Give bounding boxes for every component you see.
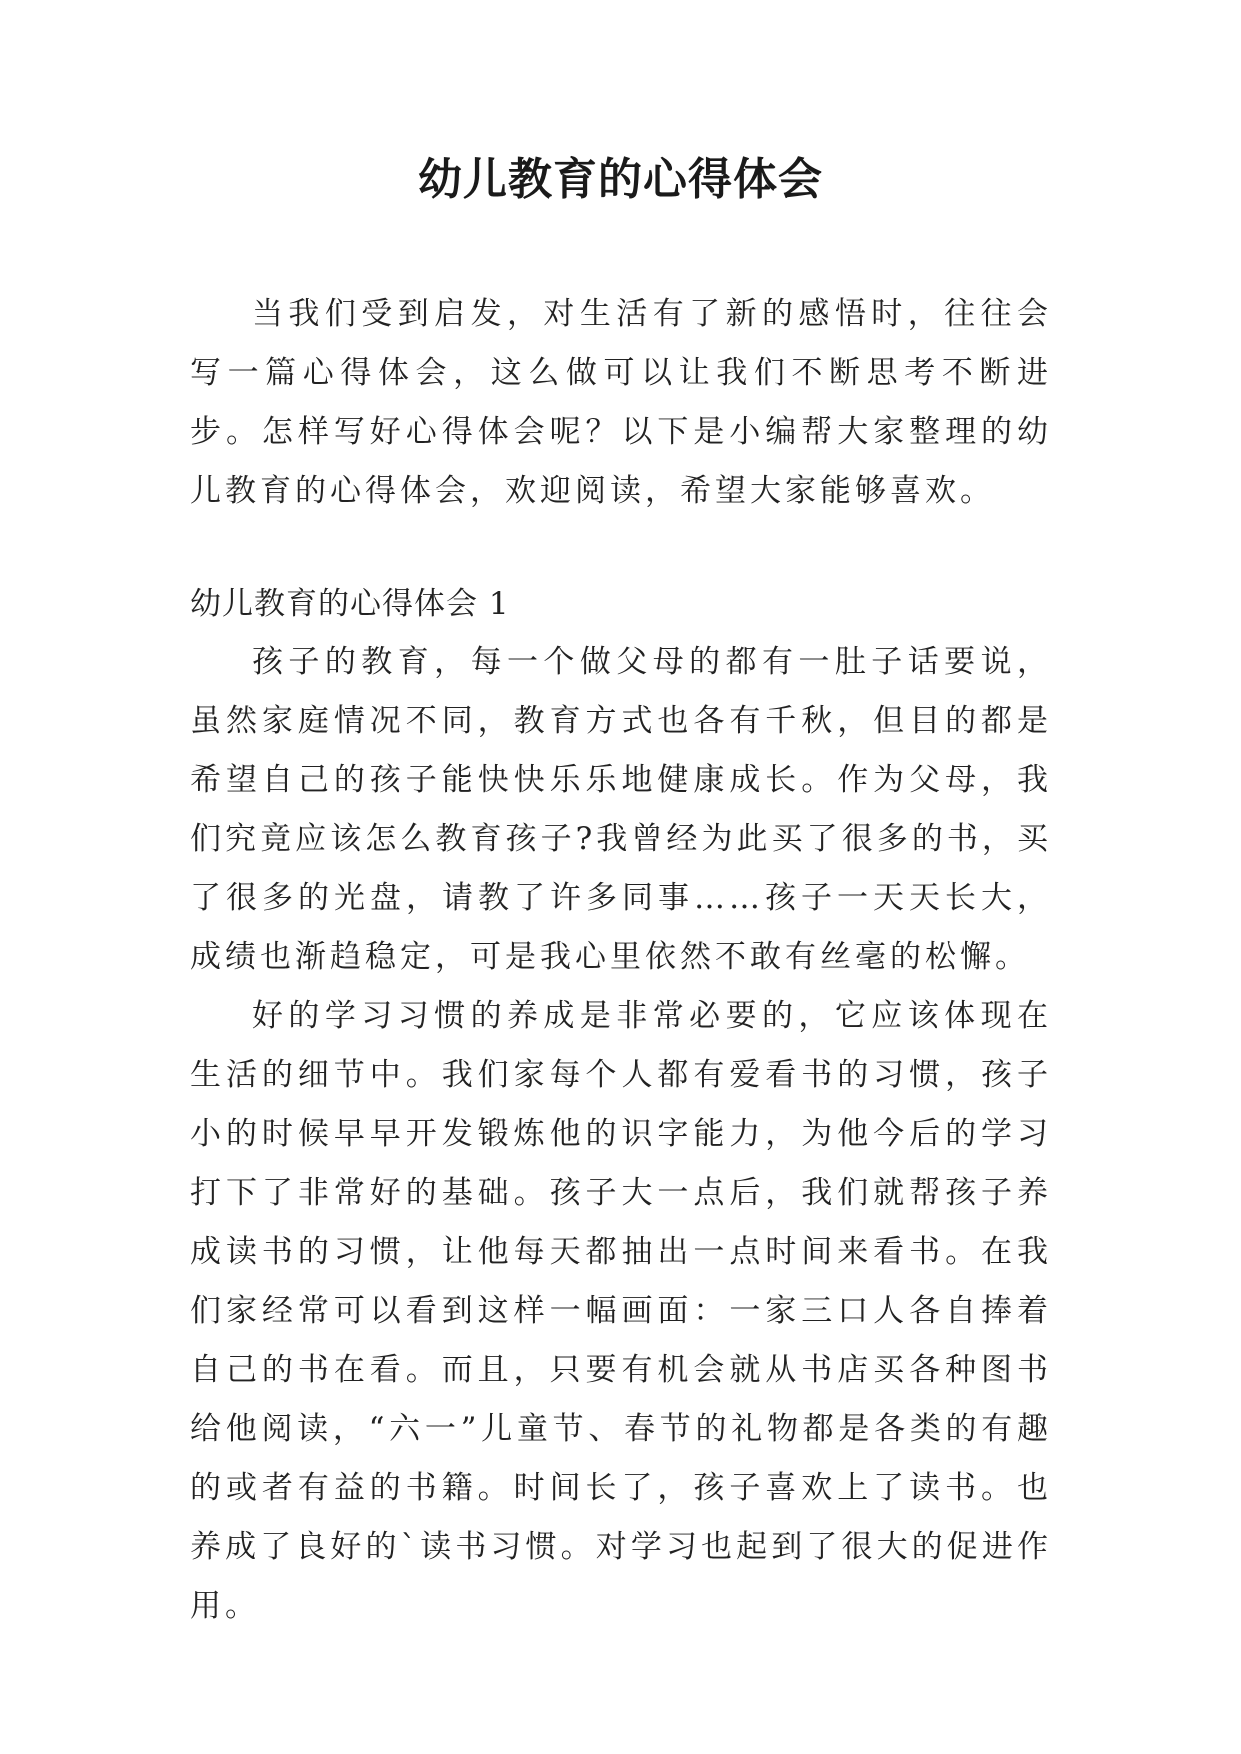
document-title: 幼儿教育的心得体会: [418, 154, 823, 205]
section-body: [190, 633, 1052, 1636]
intro-section: [190, 285, 1052, 521]
section-heading: 幼儿教育的心得体会 1: [190, 586, 510, 622]
body-paragraph: 孩子的教育，每一个做父母的都有一肚子话要说，虽然家庭情况不同，教育方式也各有千秋，但目的都是希望自己的孩子能快快乐乐地健康成长。作为父母，我们究竟应该怎么教育孩子?我曾经为此买了很多的书，买了很多的光盘，请教了许多同事……孩子一天天长大，成绩也渐趋稳定，可是我心里依然不敢有丝毫的松懈。: [190, 644, 1052, 975]
body-paragraph: 好的学习习惯的养成是非常必要的，它应该体现在生活的细节中。我们家每个人都有爱看书的习惯，孩子小的时候早早开发锻炼他的识字能力，为他今后的学习打下了非常好的基础。孩子大一点后，我们就帮孩子养成读书的习惯，让他每天都抽出一点时间来看书。在我们家经常可以看到这样一幅画面：一家三口人各自捧着自己的书在看。而且，只要有机会就从书店买各种图书给他阅读，“六一”儿童节、春节的礼物都是各类的有趣的或者有益的书籍。时间长了，孩子喜欢上了读书。也养成了良好的`读书习惯。对学习也起到了很大的促进作用。: [190, 998, 1052, 1624]
intro-paragraph: 当我们受到启发，对生活有了新的感悟时，往往会写一篇心得体会，这么做可以让我们不断思考不断进步。怎样写好心得体会呢？以下是小编帮大家整理的幼儿教育的心得体会，欢迎阅读，希望大家能够喜欢。: [190, 296, 1052, 509]
